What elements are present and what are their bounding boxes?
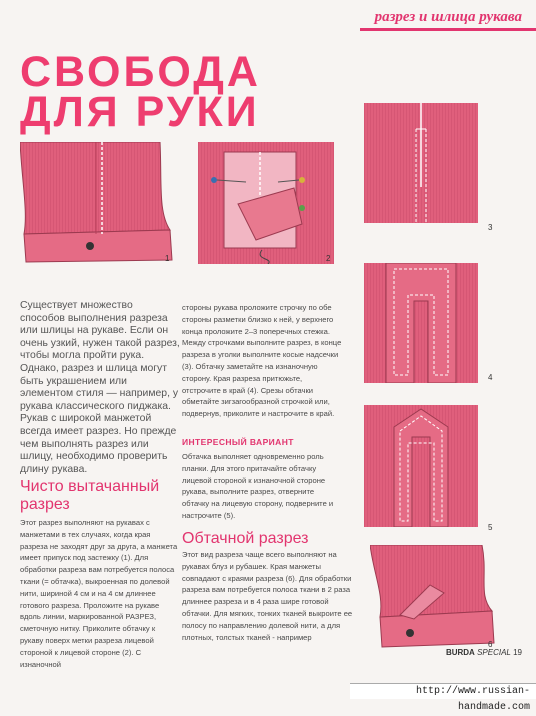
figure-number-1: 1: [165, 254, 170, 263]
figure-1-sleeve-cuff: [20, 142, 178, 264]
figure-2-pinned-facing: [198, 142, 334, 264]
figure-4-facing-turned: [364, 263, 478, 383]
intro-paragraph: Существует множество способов выполнения разреза или шлицы на рукаве. Если он очень узкий, нужен такой разрез, чтобы могла пройти рука. Однако, разрез и шлица могут быть украшением или элементом стиля — например, у рукава классического пиджака. Рукав с широкой манжетой всегда имеет разрез. Но прежде чем выполнять разрез или шлицу, необходимо проверить длину рукава.: [20, 300, 180, 475]
variant-text: Обтачка выполняет одновременно роль планки. Для этого притачайте обтачку лицевой стороной к изнаночной стороне рукава, выполните разрез, отверните обтачку на лицевую сторону, подверните и настрочите (5).: [182, 452, 334, 520]
footer-page-number: 19: [513, 648, 522, 657]
watermark-url: http://www.russian-handmade.com: [350, 683, 536, 699]
figure-6-sleeve-faced-slit: [370, 545, 496, 653]
section-tag: разрез и шлица рукава: [374, 9, 522, 25]
figure-3-slit-stitched: [364, 103, 478, 223]
col2-top-text: стороны рукава проложите строчку по обе стороны разметки близко к ней, у верхнего конца проложите 2–3 поперечных стежка. Между строчками выполните разрез, в конце разреза в уголки выполните косые надсечки (3). Обтачку заметайте на изнаночную сторону. Края разреза притюжьте, отстрочите в край (4). Срезы обтачки обметайте зигзагообразной строчкой или, подвернув, приколите и настрочите в край.: [182, 303, 342, 419]
title-line-2: ДЛЯ РУКИ: [20, 88, 260, 136]
header-rule: [360, 28, 536, 31]
section-1-heading: Чисто вытачанный разрез: [20, 478, 160, 513]
figure-number-5: 5: [488, 523, 493, 532]
section-2-heading: Обтачной разрез: [182, 530, 309, 547]
figure-number-3: 3: [488, 223, 493, 232]
figure-number-4: 4: [488, 373, 493, 382]
page-title: [20, 48, 261, 136]
title-line-1: СВОБОДА: [20, 48, 261, 96]
variant-heading: ИНТЕРЕСНЫЙ ВАРИАНТ: [182, 437, 294, 447]
footer-brand: BURDA: [445, 648, 475, 657]
footer-edition: SPECIAL: [477, 648, 511, 657]
figure-5-pointed-facing: [364, 405, 478, 527]
section-1-text: Этот разрез выполняют на рукавах с манжетами в тех случаях, когда края разреза не заходят друг за друга, а манжета имеет припуск под застежку (1). Для обработки разреза вам потребуется полоса ткани (= обтачка), выкроенная по долевой нити, шириной 4 см и на 4 см длиннее готового разреза. Проложите на рукаве вдоль линии, маркированной РАЗРЕЗ, сметочную нитку. Приколите обтачку к рукаву поверх метки разреза лицевой стороной к лицевой стороне (2). С изнаночной: [20, 518, 178, 669]
figure-number-6: 6: [488, 640, 493, 649]
section-2-text: Этот вид разреза чаще всего выполняют на рукавах блуз и рубашек. Края манжеты совпадают с краями разреза (6). Для обработки разреза вам потребуется полоса ткани в 2 раза длиннее разреза и в 4 раза шире готовой обтачки. Для мягких, тонких тканей выкроите ее полосу по направлению долевой нити, а для плотных, толстых тканей - например: [182, 550, 353, 642]
figure-number-2: 2: [326, 254, 331, 263]
page-footer: [446, 648, 522, 657]
